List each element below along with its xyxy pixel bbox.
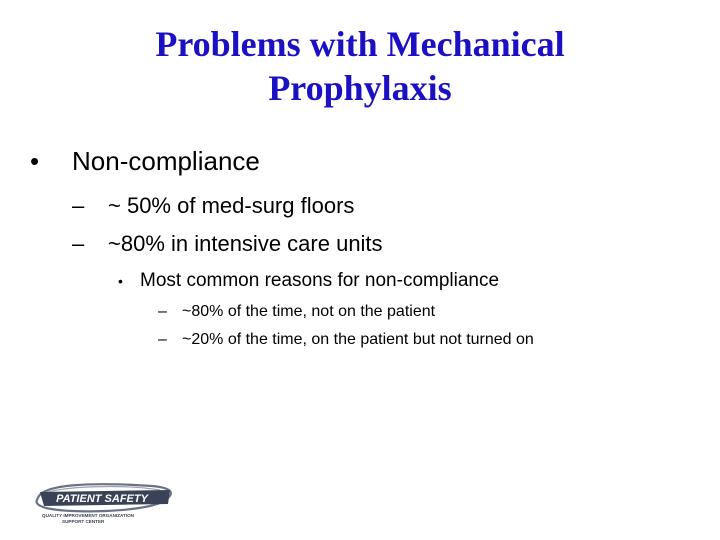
sub-sub-bullet-text: Most common reasons for non-compliance [140, 270, 500, 291]
reason-not-turned-on [158, 331, 534, 349]
patient-safety-logo [32, 480, 177, 526]
reason-text: ~80% of the time, not on the patient [182, 303, 436, 320]
dash-marker: – [72, 231, 85, 256]
slide-title [0, 22, 720, 110]
sub-bullet-text: ~ 50% of med-surg floors [108, 193, 355, 218]
reason-text: ~20% of the time, on the patient but not turned on [182, 331, 534, 348]
bullet-marker: • [118, 273, 123, 289]
logo-title: PATIENT SAFETY [56, 493, 148, 505]
slide-title-line-2: Prophylaxis [268, 68, 452, 108]
dash-marker: – [158, 331, 167, 348]
dash-marker: – [72, 193, 85, 218]
logo-subtitle-line-1: QUALITY IMPROVEMENT ORGANIZATION [42, 513, 134, 518]
bullet-non-compliance [30, 146, 260, 177]
sub-bullet-med-surg [72, 193, 354, 219]
reason-not-on-patient [158, 303, 435, 321]
dash-marker: – [158, 303, 167, 320]
bullet-text: Non-compliance [72, 146, 260, 176]
slide-title-line-1: Problems with Mechanical [155, 24, 565, 64]
sub-bullet-text: ~80% in intensive care units [108, 231, 383, 256]
sub-bullet-icu [72, 231, 383, 257]
bullet-marker: • [30, 146, 40, 176]
sub-sub-bullet-reasons [118, 270, 499, 292]
logo-subtitle-line-2: SUPPORT CENTER [62, 519, 105, 524]
